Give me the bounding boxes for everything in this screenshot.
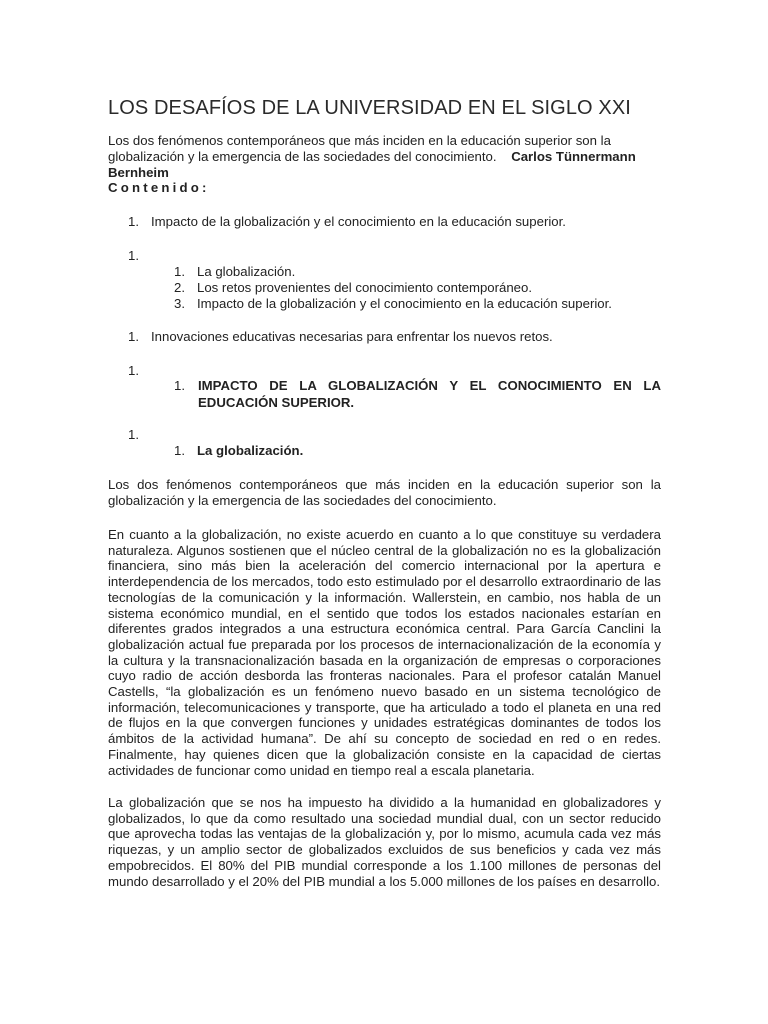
toc-subitem-text: Impacto de la globalización y el conocimiento en la educación superior. <box>197 296 612 311</box>
toc-subitem-text: La globalización. <box>197 264 296 279</box>
intro-author: Carlos Tünnermann Bernheim <box>108 149 636 180</box>
body-paragraph-3: La globalización que se nos ha impuesto ha dividido a la humanidad en globalizadores y globalizados, lo que da como resultado una sociedad mundial dual, con un sector reducido que aprovecha todas las ventajas de la globalización y, por lo mismo, acumula cada vez más riquezas, y un amplio sector de globalizados excluidos de sus beneficios y cada vez más empobrecidos. El 80% del PIB mundial corresponde a los 1.100 millones de personas del mundo desarrollado y el 20% del PIB mundial a los 5.000 millones de los países en desarrollo. <box>108 795 661 889</box>
toc-item-number: 1. <box>128 248 139 263</box>
document-title: LOS DESAFÍOS DE LA UNIVERSIDAD EN EL SIGLO XXI <box>108 97 631 119</box>
contenido-label: Contenido: <box>108 180 210 195</box>
body-paragraph-2: En cuanto a la globalización, no existe acuerdo en cuanto a lo que constituye su verdadera naturaleza. Algunos sostienen que el núcleo central de la globalización no es la globalización financiera, sino más bien la aceleración del comercio internacional por la apertura e interdependencia de los mercados, todo esto estimulado por el desarrollo extraordinario de las tecnologías de la comunicación y la información. Wallerstein, en cambio, nos habla de un sistema económico mundial, en el sentido que todos los estados nacionales estarían en diferentes grados integrados a una estructura económica central. Para García Canclini la globalización actual fue preparada por los procesos de internacionalización de la economía y la cultura y la transnacionalización basada en la organización de empresas o corporaciones cuyo radio de acción desborda las fronteras nacionales. Para el profesor catalán Manuel Castells, “la globalización es un fenómeno nuevo basado en un sistema tecnológico de información, telecomunicaciones y transporte, que ha articulado a todo el planeta en una red de flujos en la que convergen funciones y unidades estratégicas dominantes de todos los ámbitos de la actividad humana”. De ahí su concepto de sociedad en red o en redes. Finalmente, hay quienes dicen que la globalización consiste en la capacidad de ciertas actividades de funcionar como unidad en tiempo real a escala planetaria. <box>108 527 661 778</box>
toc-subitem-text: Los retos provenientes del conocimiento contemporáneo. <box>197 280 533 295</box>
toc-item-text: Impacto de la globalización y el conocimiento en la educación superior. <box>151 214 566 229</box>
toc-subitem-number: 2. <box>174 280 185 295</box>
section-heading: IMPACTO DE LA GLOBALIZACIÓN Y EL CONOCIMIENTO EN LA EDUCACIÓN SUPERIOR. <box>198 378 661 410</box>
toc-item-number: 1. <box>128 214 139 229</box>
toc-subitem-number: 3. <box>174 296 185 311</box>
toc-item-number: 1. <box>128 329 139 344</box>
subsection-title: La globalización. <box>197 443 304 458</box>
body-paragraph-1: Los dos fenómenos contemporáneos que más inciden en la educación superior son la globalización y la emergencia de las sociedades del conocimiento. <box>108 477 661 508</box>
intro-text: Los dos fenómenos contemporáneos que más inciden en la educación superior son la globalización y la emergencia de las sociedades del conocimiento. <box>108 133 611 164</box>
toc-item-text: Innovaciones educativas necesarias para enfrentar los nuevos retos. <box>151 329 553 344</box>
intro-paragraph <box>108 133 661 181</box>
toc-subitem-number: 1. <box>174 264 185 279</box>
subsection-number: 1. <box>174 443 185 458</box>
